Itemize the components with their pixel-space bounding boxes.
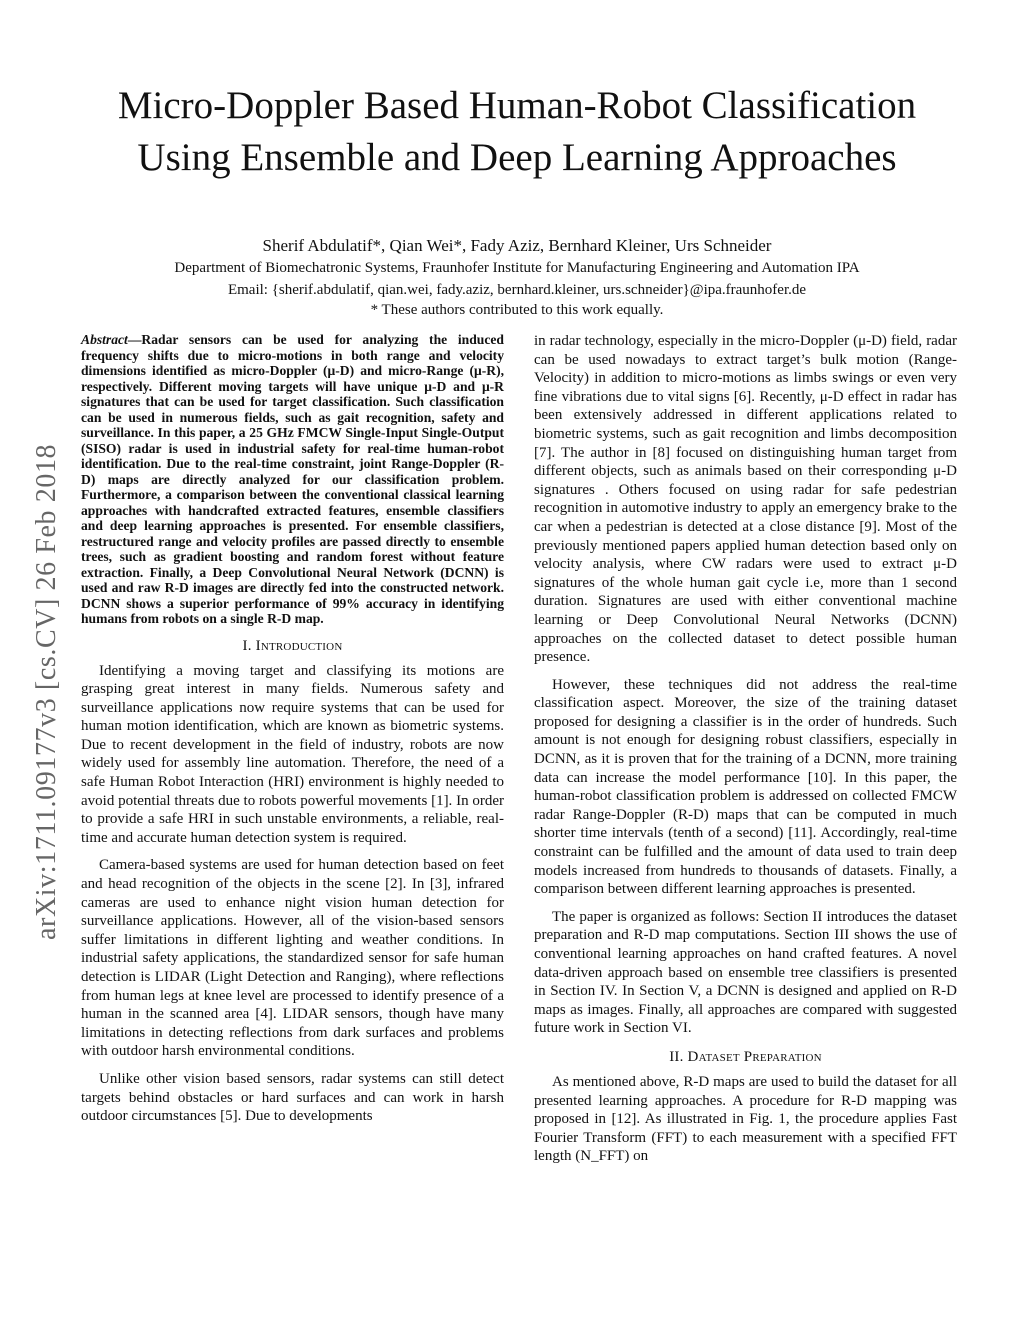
abstract — [81, 332, 504, 627]
intro-paragraph-1: Identifying a moving target and classifying its motions are grasping great interest in many fields. Numerous safety and surveillance applications now require systems that can be used for human motion identification, which are known as biometric systems. Due to recent development in the field of industry, robots are now widely used for assembly line automation. Therefore, the need of a safe Human Robot Interaction (HRI) environment is highly needed to avoid potential threats due to robots powerful movements [1]. In order to provide a safe HRI in such unstable environments, a reliable, real-time and accurate human detection system is required. — [81, 662, 504, 846]
section-title: Dataset Preparation — [687, 1048, 822, 1065]
email-line: Email: {sherif.abdulatif, qian.wei, fady.aziz, bernhard.kleiner, urs.schneider}@ipa.fraunhofer.de — [227, 282, 807, 298]
section-heading-dataset-preparation — [534, 1049, 957, 1066]
author-list: Sherif Abdulatif*, Qian Wei*, Fady Aziz, Bernhard Kleiner, Urs Schneider — [262, 236, 772, 255]
affiliation: Department of Biomechatronic Systems, Fraunhofer Institute for Manufacturing Engineering and Automation IPA — [174, 260, 860, 276]
section-heading-introduction — [81, 638, 504, 655]
section-title: Introduction — [255, 637, 343, 654]
right-column — [534, 332, 957, 1166]
intro-paragraph-5: The paper is organized as follows: Section II introduces the dataset preparation and R-D map computations. Section III shows the use of conventional learning approaches on hand crafted features. A novel data-driven approach based on ensemble tree classifiers is presented in Section IV. In Section V, a DCNN is designed and applied on R-D maps as images. Finally, all approaches are compared with suggested future work in Section VI. — [534, 908, 957, 1037]
abstract-text: —Radar sensors can be used for analyzing the induced frequency shifts due to micro-motions in both range and velocity dimensions identified as micro-Doppler (μ-D) and micro-Range (μ-R), respectively. Different moving targets will have unique μ-D and μ-R signatures that can be used for target classification. Such classification can be used in numerous fields, such as gait recognition, safety and surveillance. In this paper, a 25 GHz FMCW Single-Input Single-Output (SISO) radar is used in industrial safety for real-time human-robot identification. Due to the real-time constraint, joint Range-Doppler (R-D) maps are directly analyzed for our classification problem. Furthermore, a comparison between the conventional classical learning approaches with handcrafted extracted features, ensemble classifiers and deep learning approaches is presented. For ensemble classifiers, restructured range and velocity profiles are passed directly to ensemble trees, such as gradient boosting and random forest without feature extraction. Finally, a Deep Convolutional Neural Network (DCNN) is used and raw R-D images are directly fed into the constructed network. DCNN shows a superior performance of 99% accuracy in identifying humans from robots on a single R-D map. — [81, 332, 504, 626]
intro-paragraph-4: However, these techniques did not address the real-time classification aspect. Moreover, the size of the training dataset proposed for designing a classifier is in the order of hundreds. Such amount is not enough for designing robust classifiers, especially in DCNN, as it is proven that for the training of a DCNN, more training data can increase the model performance [10]. In this paper, the human-robot classification problem is addressed on collected FMCW radar Range-Doppler (R-D) maps that can be computed in much shorter time intervals (tenth of a second) [11]. Accordingly, real-time constraint can be fulfilled and the amount of data used to train deep models increased from hundreds to thousands of datasets. Finally, a comparison between different learning approaches is presented. — [534, 676, 957, 898]
intro-paragraph-3-continued: in radar technology, especially in the micro-Doppler (μ-D) field, radar can be used nowadays to extract target’s bulk motion (Range-Velocity) in addition to micro-motions as limbs swings or even very fine vibrations due to vital signs [6]. Recently, μ-D effect in radar has been extensively addressed in different applications related to biometric systems, such as gait recognition and limbs decomposition [7]. The author in [8] focused on distinguishing human target from different objects, such as animals based on their corresponding μ-D signatures . Others focused on using radar for safe pedestrian recognition in automotive industry to apply an emergency brake to the car when a pedestrian is detected at a close distance [9]. Most of the previously mentioned papers applied human detection based only on velocity analysis, where CW radars were used to extract μ-D signatures of the whole human gait cycle i.e, more than 1 second duration. Signatures are used with either conventional machine learning or Deep Convolutional Neural Networks (DCNN) approaches on the collected dataset to detect possible human presence. — [534, 333, 957, 666]
dataset-paragraph-1: As mentioned above, R-D maps are used to build the dataset for all presented learning approaches. A procedure for R-D mapping was proposed in [12]. As illustrated in Fig. 1, the procedure applies Fast Fourier Transform (FFT) to each measurement with a specified FFT length (N_FFT) on — [534, 1073, 957, 1165]
section-number: II. — [669, 1048, 684, 1065]
intro-paragraph-3: Unlike other vision based sensors, radar systems can still detect targets behind obstacles or hard surfaces and can work in harsh outdoor circumstances [5]. Due to developments — [81, 1070, 504, 1125]
abstract-label: Abstract — [81, 332, 128, 347]
section-number: I. — [242, 637, 252, 654]
paper-title-line-2: Using Ensemble and Deep Learning Approaches — [137, 136, 897, 179]
intro-paragraph-2: Camera-based systems are used for human detection based on feet and head recognition of the objects in the scene [2]. In [3], infrared cameras are used to enhance night vision human detection for surveillance applications. However, all of the vision-based sensors suffer limitations in different lighting and weather conditions. In industrial safety applications, the standardized sensor for safe human detection is LIDAR (Light Detection and Ranging), where reflections from human legs at knee level are processed to identify presence of a human in the scanned area [4]. LIDAR sensors, though have many limitations in detecting reflections from dark surfaces and problems with outdoor harsh environmental conditions. — [81, 857, 504, 1060]
equal-contribution-note: * These authors contributed to this work equally. — [370, 302, 664, 318]
arxiv-identifier-stamp: arXiv:1711.09177v3 [cs.CV] 26 Feb 2018 — [31, 443, 62, 940]
left-column — [81, 332, 504, 1126]
paper-title-line-1: Micro-Doppler Based Human-Robot Classification — [117, 84, 917, 127]
